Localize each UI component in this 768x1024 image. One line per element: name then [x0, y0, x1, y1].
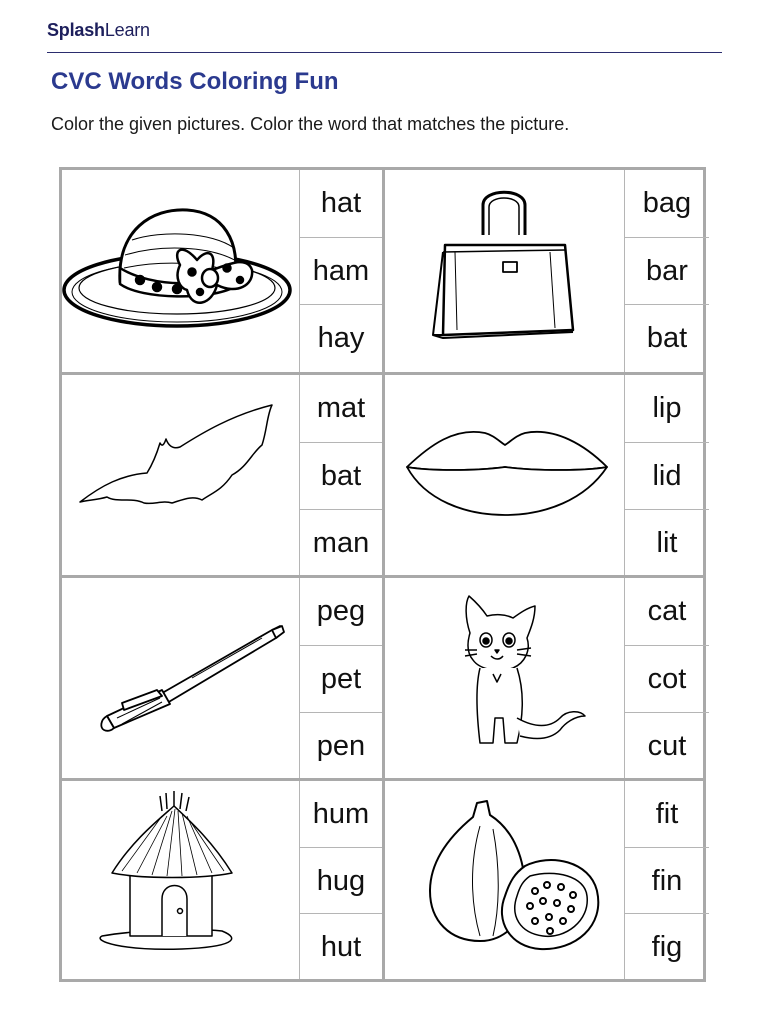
brand-logo-part2: Learn — [104, 20, 150, 40]
word-option[interactable]: mat — [316, 392, 366, 424]
word-choices — [300, 578, 385, 778]
hat-icon — [62, 170, 300, 372]
picture-cell — [385, 170, 625, 372]
hut-icon — [62, 781, 300, 979]
word-option[interactable]: cot — [625, 645, 709, 713]
word-option[interactable]: fin — [625, 847, 709, 915]
word-choices — [625, 170, 709, 372]
word-option[interactable]: hut — [300, 913, 382, 981]
fig-icon — [385, 781, 625, 979]
word-option[interactable]: peg — [316, 595, 366, 627]
bat-icon — [62, 375, 300, 575]
picture-cell — [62, 578, 300, 778]
picture-cell — [62, 781, 300, 979]
word-option[interactable]: cat — [647, 595, 687, 627]
word-option[interactable]: fit — [655, 798, 679, 830]
picture-cell — [385, 375, 625, 575]
word-option[interactable]: man — [300, 509, 382, 577]
word-option[interactable]: bat — [625, 304, 709, 372]
word-option[interactable]: lid — [625, 442, 709, 510]
word-option[interactable]: pet — [300, 645, 382, 713]
picture-cell — [385, 578, 625, 778]
word-option[interactable]: lit — [625, 509, 709, 577]
instructions: Color the given pictures. Color the word that matches the picture. — [51, 114, 570, 134]
brand-logo — [47, 20, 150, 41]
lips-icon — [385, 375, 625, 575]
word-option[interactable]: hay — [300, 304, 382, 372]
word-option[interactable]: pen — [300, 712, 382, 780]
word-option[interactable]: hug — [300, 847, 382, 915]
word-option[interactable]: hat — [320, 187, 362, 219]
word-choices — [625, 375, 709, 575]
page-title: CVC Words Coloring Fun — [51, 68, 339, 95]
word-option[interactable]: ham — [300, 237, 382, 305]
bag-icon — [385, 170, 625, 372]
header-divider — [47, 52, 722, 53]
word-option[interactable]: lip — [652, 392, 682, 424]
word-option[interactable]: hum — [312, 798, 370, 830]
word-option[interactable]: cut — [625, 712, 709, 780]
cat-icon — [385, 578, 625, 778]
word-option[interactable]: bag — [642, 187, 692, 219]
picture-cell — [62, 375, 300, 575]
word-option[interactable]: bar — [625, 237, 709, 305]
word-choices — [625, 781, 709, 979]
picture-cell — [385, 781, 625, 979]
word-choices — [300, 170, 385, 372]
worksheet-grid — [59, 167, 706, 982]
word-choices — [300, 375, 385, 575]
brand-logo-part1: Splash — [47, 20, 105, 40]
word-choices — [300, 781, 385, 979]
picture-cell — [62, 170, 300, 372]
pen-icon — [62, 578, 300, 778]
word-option[interactable]: fig — [625, 913, 709, 981]
word-choices — [625, 578, 709, 778]
word-option[interactable]: bat — [300, 442, 382, 510]
